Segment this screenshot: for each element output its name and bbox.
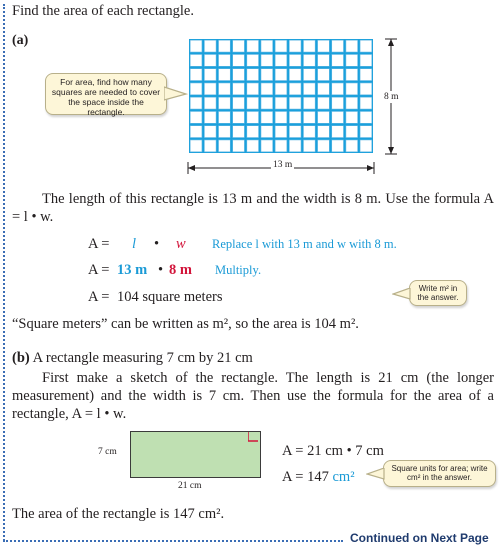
grid-rectangle-13-by-8	[188, 38, 374, 154]
unit-square	[289, 126, 301, 138]
unit-square	[233, 83, 245, 95]
unit-square	[190, 69, 202, 81]
continued-link[interactable]: Continued on Next Page	[350, 531, 489, 545]
unit-square	[289, 111, 301, 123]
unit-square	[332, 54, 344, 66]
unit-square	[190, 140, 202, 152]
area-tip-bubble	[45, 73, 167, 115]
unit-square	[346, 83, 358, 95]
unit-square	[360, 111, 372, 123]
unit-square	[261, 83, 273, 95]
step2-lhs: A =	[88, 262, 110, 278]
unit-square	[303, 97, 315, 109]
unit-square	[346, 126, 358, 138]
unit-square	[303, 54, 315, 66]
part-a-conclusion: “Square meters” can be written as m², so the area is 104 m².	[12, 316, 359, 332]
unit-square	[261, 97, 273, 109]
part-b-label: (b)	[12, 350, 30, 366]
unit-square	[318, 126, 330, 138]
unit-square	[332, 69, 344, 81]
unit-square	[190, 97, 202, 109]
unit-square	[247, 69, 259, 81]
left-dotted-border	[3, 4, 5, 541]
part-a-explanation: The length of this rectangle is 13 m and the width is 8 m. Use the formula A = l • w.	[12, 191, 494, 225]
right-angle-mark	[248, 432, 258, 442]
unit-square	[346, 69, 358, 81]
unit-square	[219, 83, 231, 95]
step2-note: Multiply.	[215, 263, 262, 277]
unit-square	[261, 126, 273, 138]
tip-pointer	[164, 86, 188, 102]
unit-square	[233, 126, 245, 138]
unit-square	[219, 97, 231, 109]
unit-square	[318, 97, 330, 109]
unit-square	[289, 40, 301, 52]
unit-square	[204, 97, 216, 109]
unit-square	[204, 83, 216, 95]
unit-square	[204, 126, 216, 138]
unit-square	[289, 140, 301, 152]
unit-square	[190, 40, 202, 52]
part-a-label: (a)	[12, 33, 29, 48]
step2-expr-a: 13 m	[117, 262, 148, 278]
unit-square	[261, 69, 273, 81]
unit-square	[247, 83, 259, 95]
unit-square	[247, 97, 259, 109]
unit-square	[190, 54, 202, 66]
unit-square	[204, 111, 216, 123]
width-label: 13 m	[273, 160, 293, 170]
unit-square	[219, 140, 231, 152]
step2-expr-b: 8 m	[169, 262, 192, 278]
unit-square	[275, 54, 287, 66]
unit-square	[190, 83, 202, 95]
unit-square	[247, 111, 259, 123]
unit-square	[233, 69, 245, 81]
unit-square	[332, 140, 344, 152]
unit-square	[360, 97, 372, 109]
unit-square	[261, 40, 273, 52]
unit-square	[303, 126, 315, 138]
sketch-width-label: 7 cm	[98, 447, 117, 457]
step3-lhs: A =	[88, 289, 110, 305]
unit-square	[247, 54, 259, 66]
unit-square	[247, 40, 259, 52]
unit-square	[275, 126, 287, 138]
unit-square	[219, 111, 231, 123]
unit-square	[219, 40, 231, 52]
unit-square	[332, 97, 344, 109]
part-b-explanation: First make a sketch of the rectangle. The length is 21 cm (the longer measurement) and the width is 7 cm. Then use the formula for the area of a rectangle, A = l • w.	[12, 370, 494, 422]
unit-square	[233, 40, 245, 52]
step1-w: w	[176, 236, 186, 252]
unit-square	[318, 83, 330, 95]
unit-square	[275, 83, 287, 95]
step2-dot: •	[158, 262, 164, 278]
unit-square	[219, 69, 231, 81]
unit-square	[303, 140, 315, 152]
unit-square	[346, 54, 358, 66]
unit-square	[318, 111, 330, 123]
unit-square	[204, 54, 216, 66]
unit-square	[303, 111, 315, 123]
step1-l: l	[132, 236, 137, 252]
step1-lhs: A =	[88, 236, 110, 252]
unit-square	[360, 126, 372, 138]
unit-square	[332, 40, 344, 52]
unit-square	[318, 54, 330, 66]
bottom-dotted-border	[3, 540, 343, 542]
square-units-tip-text: Square units for area; write cm² in the answer.	[391, 464, 488, 482]
units-tip-text: Write m² in the answer.	[417, 284, 459, 302]
part-b-equation-2	[282, 469, 355, 486]
unit-square	[275, 140, 287, 152]
unit-square	[360, 40, 372, 52]
step3-value: 104 square meters	[117, 289, 223, 305]
unit-square	[261, 140, 273, 152]
eq2-unit: cm²	[332, 469, 355, 485]
unit-square	[318, 69, 330, 81]
square-units-tip-pointer	[366, 468, 385, 480]
unit-square	[360, 140, 372, 152]
unit-square	[289, 97, 301, 109]
square-units-tip-bubble	[383, 460, 496, 487]
unit-square	[261, 111, 273, 123]
unit-square	[275, 69, 287, 81]
unit-square	[233, 111, 245, 123]
unit-square	[204, 69, 216, 81]
unit-square	[219, 126, 231, 138]
units-tip-pointer	[392, 288, 411, 300]
unit-square	[190, 111, 202, 123]
part-b-conclusion: The area of the rectangle is 147 cm².	[12, 506, 225, 522]
unit-square	[303, 83, 315, 95]
unit-square	[233, 97, 245, 109]
unit-square	[303, 40, 315, 52]
step1-dot: •	[154, 236, 160, 252]
unit-square	[233, 54, 245, 66]
unit-square	[247, 126, 259, 138]
unit-square	[204, 40, 216, 52]
part-b-header	[12, 350, 253, 367]
unit-square	[303, 69, 315, 81]
area-tip-text: For area, find how many squares are needed to cover the space inside the rectangle.	[51, 77, 161, 117]
unit-square	[332, 111, 344, 123]
unit-square	[233, 140, 245, 152]
unit-square	[360, 69, 372, 81]
height-label: 8 m	[384, 92, 399, 102]
step1-note: Replace l with 13 m and w with 8 m.	[212, 237, 397, 251]
unit-square	[261, 54, 273, 66]
unit-square	[346, 140, 358, 152]
unit-square	[360, 54, 372, 66]
unit-square	[247, 140, 259, 152]
unit-square	[318, 40, 330, 52]
unit-square	[318, 140, 330, 152]
unit-square	[289, 83, 301, 95]
unit-square	[219, 54, 231, 66]
sketch-length-label: 21 cm	[178, 481, 202, 491]
part-b-equation-1: A = 21 cm • 7 cm	[282, 443, 384, 459]
instructions: Find the area of each rectangle.	[12, 3, 194, 19]
units-tip-bubble	[409, 280, 467, 306]
unit-square	[275, 40, 287, 52]
eq2-prefix: A = 147	[282, 469, 329, 485]
unit-square	[332, 126, 344, 138]
unit-square	[275, 111, 287, 123]
unit-square	[204, 140, 216, 152]
unit-square	[346, 97, 358, 109]
unit-square	[190, 126, 202, 138]
unit-square	[289, 69, 301, 81]
unit-square	[332, 83, 344, 95]
unit-square	[346, 40, 358, 52]
unit-square	[360, 83, 372, 95]
unit-square	[289, 54, 301, 66]
part-b-title: A rectangle measuring 7 cm by 21 cm	[32, 350, 253, 366]
sketch-rectangle	[130, 431, 261, 478]
unit-square	[346, 111, 358, 123]
unit-square	[275, 97, 287, 109]
